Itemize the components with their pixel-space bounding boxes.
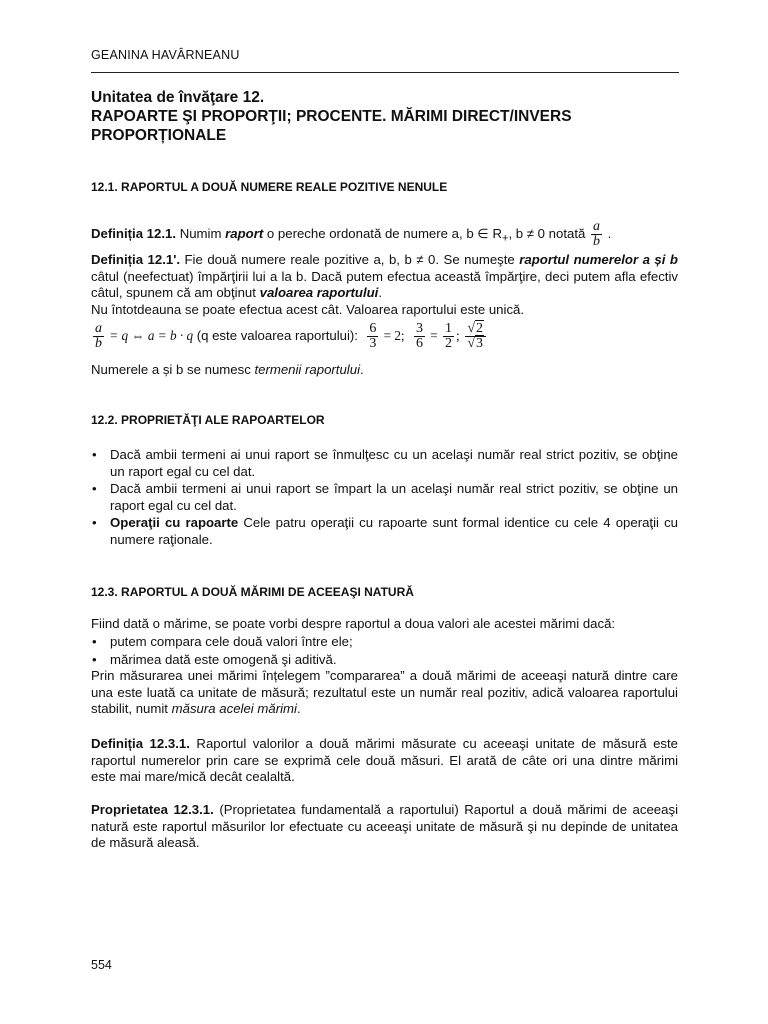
running-header: GEANINA HAVÂRNEANU	[91, 48, 240, 62]
definition-label: Definiția 12.1.	[91, 225, 177, 241]
term-masura: măsura acelei mărimi	[171, 701, 297, 716]
conditions-list	[91, 634, 678, 669]
ratio-equation: = q ⇔ a = b · q	[106, 327, 194, 343]
section-heading-12-2: 12.2. PROPRIETĂŢI ALE RAPOARTELOR	[91, 413, 325, 427]
unit-number: Unitatea de învăţare 12.	[91, 89, 265, 106]
definition-12-1: Definiția 12.1. Numim raport o pereche ordonată de numere a, b ∈ $R_+$, b ≠ 0 notată $\frac{a}{b}$ .	[91, 219, 612, 249]
term-raportul-numerelor: raportul numerelor a și b	[519, 252, 678, 267]
operations-label: Operaţii cu rapoarte	[110, 515, 239, 530]
sqrt-fraction: $\frac{√2}{√3}$	[465, 322, 486, 351]
fraction-a-over-b: $\frac{a}{b}$	[593, 219, 600, 249]
section-heading-12-3: 12.3. RAPORTUL A DOUĂ MĂRIMI DE ACEEAŞI NATURĂ	[91, 585, 414, 599]
list-item: • Operaţii cu rapoarte Cele patru operaţii cu rapoarte sunt formal identice cu cele 4 operaţii cu numere raţionale.	[91, 515, 678, 548]
term-termenii-raportului: termenii raportului	[254, 362, 360, 377]
fraction-a-over-b: $\frac{a}{b}$	[95, 321, 102, 351]
unit-title	[91, 88, 681, 145]
unit-heading-line: RAPOARTE ŞI PROPORŢII; PROCENTE. MĂRIMI DIRECT/INVERS	[91, 108, 572, 125]
definition-12-3-1: Definiția 12.3.1. Raportul valorilor a două mărimi măsurate cu aceeaşi unitate de măsură este raportul numerelor prin care se exprimă cele două măsuri. El arată de câte ori una dintre mărimi este mai mare/mică decât cealaltă.	[91, 736, 679, 784]
term-valoarea-raportului: valoarea raportului	[259, 285, 379, 300]
term-raport: raport	[225, 225, 264, 241]
page-number: 554	[91, 958, 112, 972]
definition-label: Definiția 12.3.1.	[91, 736, 190, 751]
list-item: • putem compara cele două valori între ele;	[91, 634, 678, 651]
list-item: • mărimea dată este omogenă şi aditivă.	[91, 652, 678, 669]
example-fraction: $\frac{3}{6}$	[415, 321, 423, 351]
section-heading-12-1: 12.1. RAPORTUL A DOUĂ NUMERE REALE POZITIVE NENULE	[91, 180, 448, 194]
property-label: Proprietatea 12.3.1.	[91, 802, 214, 817]
definition-12-1-prime: Definiția 12.1'. Fie două numere reale pozitive a, b, b ≠ 0. Se numeşte raportul numerelor a și b câtul (neefectuat) împărţirii lui a la b. Dacă putem efectua această împărţire, deci putem afla efectiv câtul, spunem că am obţinut valoarea raportului.	[91, 252, 678, 300]
section-intro-text: Fiind dată o mărime, se poate vorbi despre raportul a doua valori ale acestei mărimi dacă:	[91, 616, 616, 631]
example-fraction: $\frac{1}{2}$	[444, 321, 452, 351]
value-unique-text: Nu întotdeauna se poate efectua acest cât. Valoarea raportului este unică.	[91, 302, 525, 317]
list-item: • Dacă ambii termeni ai unui raport se înmulţesc cu un acelaşi număr real strict pozitiv, se obţine un raport egal cu cel dat.	[91, 447, 678, 480]
terms-definition-text: Numerele a și b se numesc termenii raportului.	[91, 362, 364, 377]
list-item: • Dacă ambii termeni ai unui raport se împart la un acelaşi număr real strict pozitiv, se obţine un raport egal cu cel dat.	[91, 481, 678, 514]
ratio-formula-line: $\frac{a}{b}$ = q ⇔ a = b · q (q este valoarea raportului): $\frac{6}{3}$ = 2; $\frac{3}{6}$ = $\frac{1}{2}$ ; $\frac{√2}{√3}$	[91, 322, 678, 351]
measurement-paragraph: Prin măsurarea unei mărimi înțelegem ”compararea” a două mărimi de aceeaşi natură dintre care una este luată ca unitate de măsură; rezultatul este un număr real pozitiv, adică valoarea raportului stabilit, numit măsura acelei mărimi.	[91, 668, 678, 716]
definition-label: Definiția 12.1'.	[91, 252, 180, 267]
header-rule	[91, 72, 679, 73]
example-fraction: $\frac{6}{3}$	[369, 321, 377, 351]
unit-heading-line: PROPORȚIONALE	[91, 127, 227, 144]
property-12-3-1: Proprietatea 12.3.1. (Proprietatea fundamentală a raportului) Raportul a două mărimi de aceeaşi natură este raportul măsurilor lor efectuate cu aceeaşi unitate de măsură şi nu depinde de unitatea de măsură aleasă.	[91, 802, 678, 850]
properties-list	[91, 447, 678, 549]
